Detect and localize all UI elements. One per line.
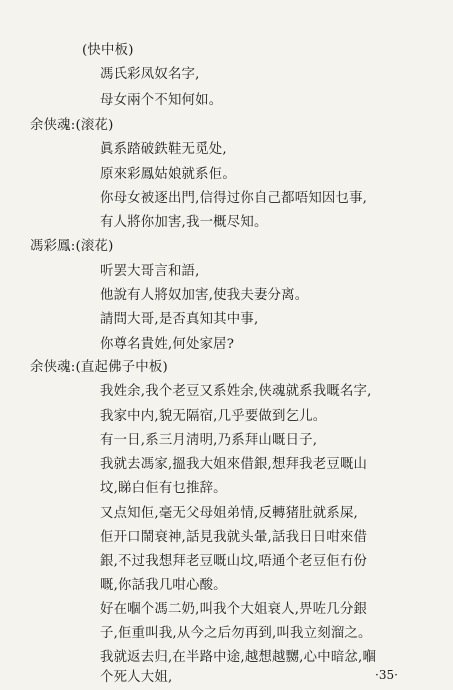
text-line: 我家中内,貌无隔宿,几乎要做到乞儿。 (100, 409, 327, 424)
text-line: 有一日,系三月淸明,乃系拜山嘅日子, (100, 433, 318, 448)
text-line: 銀,不过我想拜老豆嘅山坟,唔通个老豆佢冇份 (100, 554, 368, 569)
text-line: 我就返去归,在半路中途,越想越嬲,心中暗忿,嗰 (100, 650, 377, 665)
text-line: 母女兩个不知何如。 (100, 93, 223, 108)
text-line: 子,佢重叫我,从今之后勿再到,叫我立刻溜之。 (100, 626, 372, 641)
text-line: 个死人大姐, (100, 670, 173, 685)
text-line: 有人將你加害,我一概尽知。 (100, 215, 268, 230)
text-line: 請問大哥,是否真知其中事, (100, 312, 259, 327)
text-line: 又点知佢,毫无父母姐弟情,反轉猪肚就系屎, (100, 506, 358, 521)
text-line: 坟,睇白佢有乜推辞。 (100, 481, 227, 496)
speaker-line: 余侠魂:(直起佛子中板) (30, 360, 168, 375)
text-line: 听罢大哥言和語, (100, 264, 200, 279)
text-line: 我姓余,我个老豆又系姓余,侠魂就系我嘅名字, (100, 384, 372, 399)
text-line: 嘅,你話我几咁心酸。 (100, 578, 227, 593)
text-line: 佢开口鬧衰神,話見我就头暈,話我日日咁來借 (100, 530, 368, 545)
text-line: 馮氏彩凤奴名字, (100, 67, 200, 82)
text-line: (快中板) (82, 43, 134, 58)
speaker-line: 馮彩鳳:(滚花) (30, 239, 114, 254)
text-line: 我就去馮家,搵我大姐來借銀,想拜我老豆嘅山 (100, 457, 368, 472)
page-number: ·35· (375, 668, 398, 682)
text-line: 你母女被逐出門,信得过你自己都唔知因乜事, (100, 191, 368, 206)
speaker-line: 余侠魂:(滚花) (30, 118, 114, 133)
text-line: 你尊名貴姓,何处家居? (100, 337, 235, 352)
text-line: 原來彩鳳姑娘就系佢。 (100, 167, 236, 182)
text-line: 他說有人將奴加害,使我夫妻分离。 (100, 288, 309, 303)
text-line: 眞系踏破鉄鞋无觅处, (100, 142, 227, 157)
text-line: 好在嗰个馮二奶,叫我个大姐衰人,畀咗几分銀 (100, 602, 368, 617)
